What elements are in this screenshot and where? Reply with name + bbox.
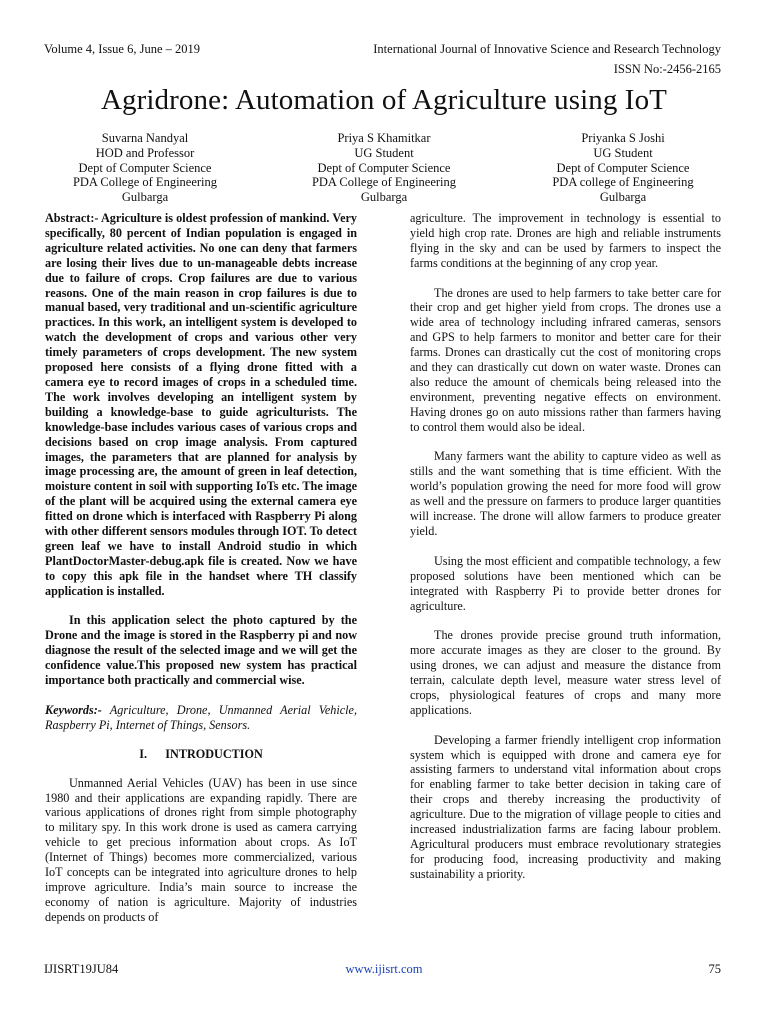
page-number: 75	[708, 962, 721, 976]
author-block	[40, 131, 728, 205]
abstract-paragraph-2: In this application select the photo captured by the Drone and the image is stored in the Raspberry pi and now diagnose the result of the selected image and we will get the confidence value.This proposed new system has practical importance both practically and commercial wise.	[45, 613, 357, 688]
author-dept: Dept of Computer Science	[317, 160, 451, 175]
author-name: Suvarna Nandyal	[101, 131, 189, 145]
author-3	[518, 131, 728, 205]
body-paragraph-4: Using the most efficient and compatible technology, a few proposed solutions have been mentioned which can be integrated with Raspberry Pi to provide better drones for agriculture.	[410, 553, 721, 613]
paper-code: IJISRT19JU84	[44, 962, 119, 976]
author-2	[279, 131, 489, 205]
body-paragraph-3: Many farmers want the ability to capture video as well as stills and the want something that is time efficient. With the world’s population growing the need for more food will grow as well and the pressure on farmers to produce larger quantities will increase. The drone will allow farmers to produce greater yield.	[410, 449, 721, 538]
journal-name: International Journal of Innovative Science and Research Technology	[373, 42, 721, 56]
author-name: Priyanka S Joshi	[581, 131, 665, 145]
author-role: UG Student	[354, 145, 414, 160]
abstract-paragraph-1: Abstract:- Agriculture is oldest profession of mankind. Very specifically, 80 percent of Indian population is engaged in agriculture related activities. No one can deny that farmers are losing their lives due to un-manageable debts increase due to failure of crops. Crop failures are due to various reasons. One of the main reason in crop failures is due to manual based, very traditional and un-scientific agriculture practices. In this work, an intelligent system is developed to watch the development of crops and various other very timely parameters of crops development. The new system proposed here consists of a flying drone fitted with a camera eye to record images of crops in a scheduled time. The work involves developing an intelligent system by building a knowledge-base to guide agriculturists. The knowledge-base includes various cases of various crops and decisions based on crop image analysis. From captured images, the parameters that are planned for analysis by image processing are, the amount of green in leaf detection, moisture content in soil with supporting IoTs etc. The image of the plant will be acquired using the external camera eye fitted on drone which is interfaced with Raspberry Pi along with other different sensors modules through IOT. To detect green leaf we have to install Android studio in which PlantDoctorMaster-debug.apk file is created. Now we have to copy this apk file in the handset where TH classify application is installed.	[45, 211, 357, 598]
author-name: Priya S Khamitkar	[337, 131, 431, 145]
body-paragraph-2: The drones are used to help farmers to take better care for their crop and get higher yield from crops. The drones use a wide area of technology including infrared cameras, sensors and GPS to help farmers to monitor and better care for their farms. Drones can drastically cut the cost of monitoring crops and they can drastically cut down on water waste. Drones can also reduce the amount of chemicals being released into the environment, preventing negative effects on environment. Having drones go on auto missions rather than farmers having to control them would also be ideal.	[410, 285, 721, 434]
volume-issue: Volume 4, Issue 6, June – 2019	[44, 42, 201, 56]
issn: ISSN No:-2456-2165	[613, 62, 721, 76]
author-dept: Dept of Computer Science	[556, 160, 690, 175]
author-college: PDA College of Engineering	[311, 175, 457, 190]
website-link[interactable]: www.ijisrt.com	[345, 962, 423, 976]
section-heading-introduction: I. INTRODUCTION	[139, 746, 263, 761]
author-college: PDA college of Engineering	[552, 175, 694, 190]
author-1	[40, 131, 250, 205]
footer-website	[0, 962, 768, 977]
intro-paragraph-1: Unmanned Aerial Vehicles (UAV) has been in use since 1980 and their applications are expanding rapidly. There are various applications of drones right from simple photography to military spy. In this work drone is used as camera carrying vehicle to get precious information about crops. As IoT (Internet of Things) becomes more commercialized, various IoT concepts can be integrated into agriculture drones to help improve agriculture. India’s main source to increase the economy of nation is agriculture. Majority of industries depends on products of	[45, 775, 357, 924]
author-role: HOD and Professor	[95, 145, 195, 160]
author-city: Gulbarga	[121, 190, 169, 205]
left-column	[45, 211, 357, 925]
author-city: Gulbarga	[599, 190, 647, 205]
keywords-text: Agriculture, Drone, Unmanned Aerial Vehicle, Raspberry Pi, Internet of Things, Sensors.	[45, 702, 357, 732]
body-paragraph-6: Developing a farmer friendly intelligent crop information system which is equipped with drone and camera eye for assisting farmers to understand vital information about crops for enabling farmer to take better decision in taking care of their crops and thereby increasing the productivity of agriculture. Due to the migration of village people to cities and increased industrialization farms are facing labour problem. Agricultural producers must embrace revolutionary strategies for producing food, increasing productivity and making sustainability a priority.	[410, 732, 721, 881]
author-college: PDA College of Engineering	[72, 175, 218, 190]
body-paragraph-1: agriculture. The improvement in technology is essential to yield high crop rate. Drones are high and reliable instruments flying in the sky and can be used by farmers to inspect the farms conditions at the beginning of any crop year.	[410, 211, 721, 270]
author-role: UG Student	[593, 145, 653, 160]
body-paragraph-5: The drones provide precise ground truth information, more accurate images as they are closer to the ground. By using drones, we can adjust and measure the distance from terrain, calculate depth level, measure water stress level of crops, physiological features of crops and many more applications.	[410, 628, 721, 717]
author-city: Gulbarga	[360, 190, 408, 205]
keywords-label: Keywords:-	[45, 702, 102, 717]
right-column	[410, 211, 721, 882]
keywords	[45, 703, 357, 733]
paper-title: Agridrone: Automation of Agriculture using IoT	[101, 84, 667, 116]
author-dept: Dept of Computer Science	[78, 160, 212, 175]
